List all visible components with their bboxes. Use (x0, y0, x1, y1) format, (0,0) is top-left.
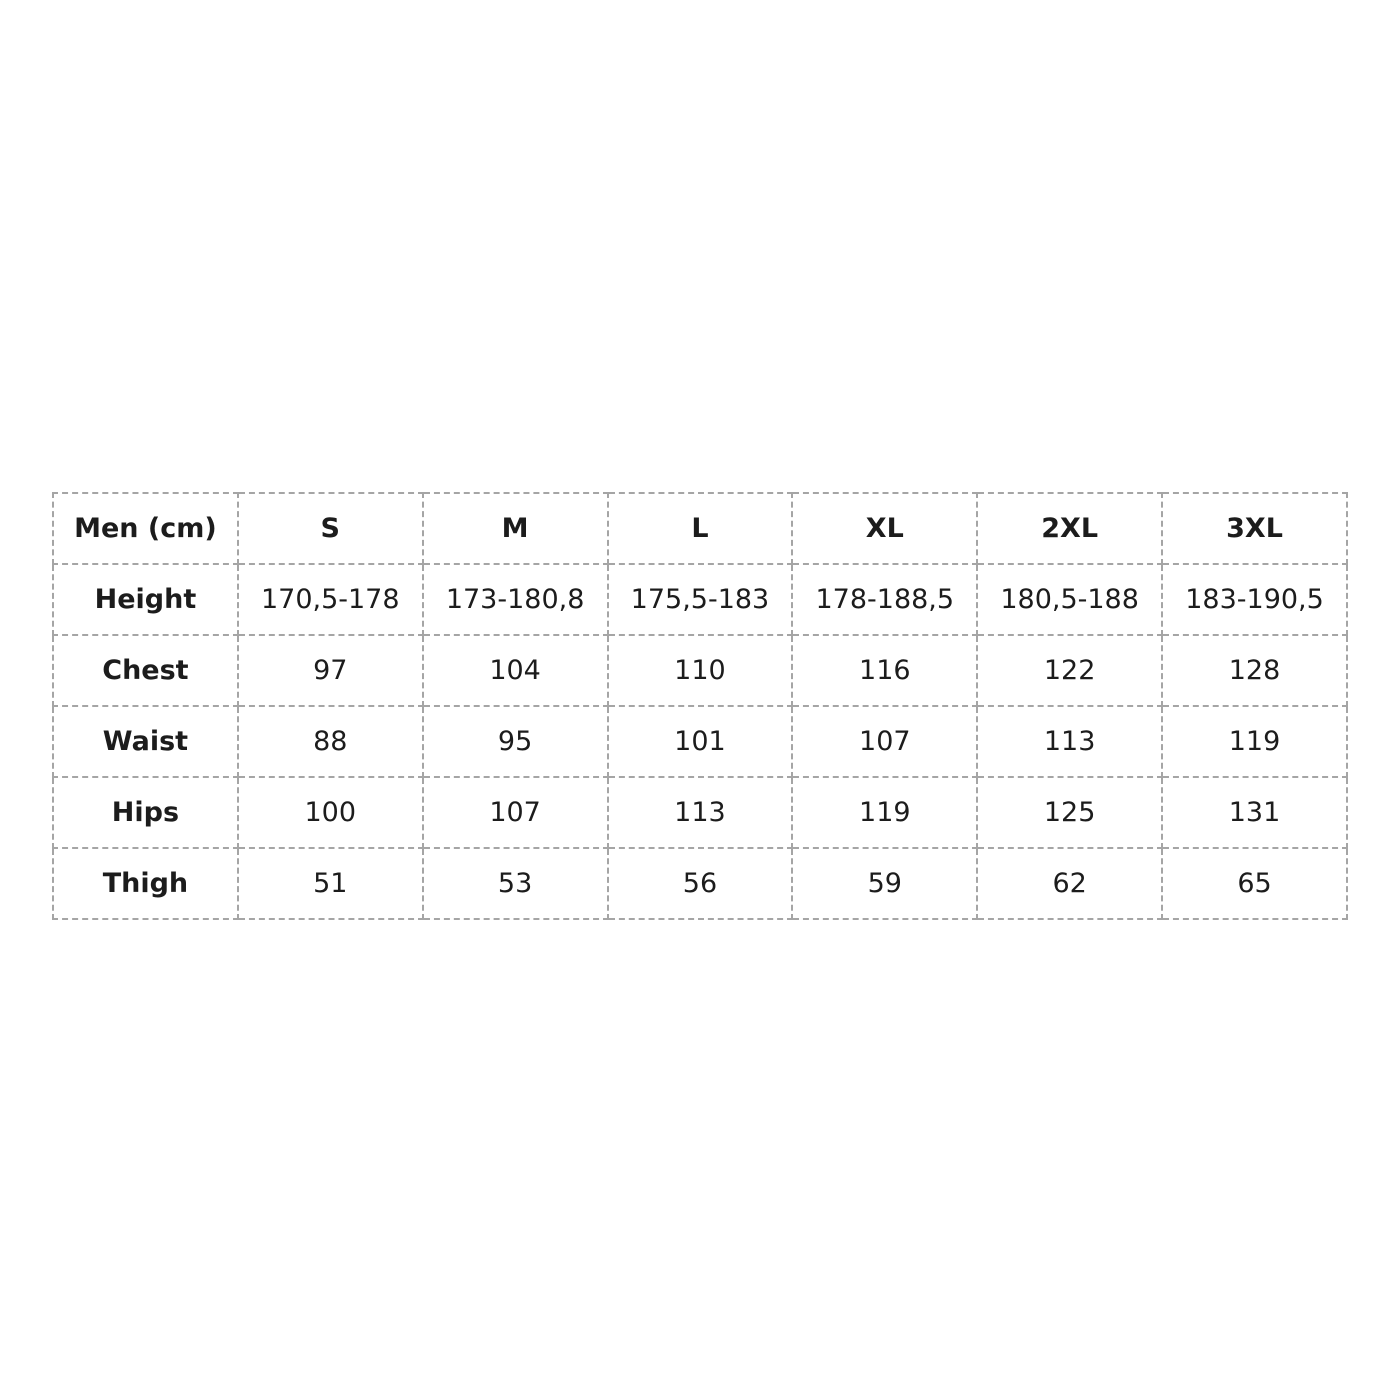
chest-value-xl: 116 (792, 635, 977, 706)
chest-value-s: 97 (238, 635, 423, 706)
column-header-m: M (423, 493, 608, 564)
row-label-thigh: Thigh (53, 848, 238, 919)
table-row-thigh (53, 848, 1347, 919)
hips-value-xl: 119 (792, 777, 977, 848)
hips-value-3xl: 131 (1162, 777, 1347, 848)
chest-value-3xl: 128 (1162, 635, 1347, 706)
row-label-waist: Waist (53, 706, 238, 777)
waist-value-s: 88 (238, 706, 423, 777)
waist-value-3xl: 119 (1162, 706, 1347, 777)
column-header-2xl: 2XL (977, 493, 1162, 564)
chest-value-l: 110 (608, 635, 793, 706)
height-value-l: 175,5-183 (608, 564, 793, 635)
hips-value-m: 107 (423, 777, 608, 848)
height-value-2xl: 180,5-188 (977, 564, 1162, 635)
waist-value-m: 95 (423, 706, 608, 777)
waist-value-xl: 107 (792, 706, 977, 777)
row-label-hips: Hips (53, 777, 238, 848)
thigh-value-l: 56 (608, 848, 793, 919)
thigh-value-2xl: 62 (977, 848, 1162, 919)
table-row-hips (53, 777, 1347, 848)
row-label-height: Height (53, 564, 238, 635)
thigh-value-s: 51 (238, 848, 423, 919)
thigh-value-m: 53 (423, 848, 608, 919)
mens-size-chart-table (52, 492, 1348, 920)
height-value-xl: 178-188,5 (792, 564, 977, 635)
column-header-men-cm: Men (cm) (53, 493, 238, 564)
column-header-l: L (608, 493, 793, 564)
chest-value-m: 104 (423, 635, 608, 706)
column-header-s: S (238, 493, 423, 564)
column-header-xl: XL (792, 493, 977, 564)
chest-value-2xl: 122 (977, 635, 1162, 706)
height-value-3xl: 183-190,5 (1162, 564, 1347, 635)
table-row-chest (53, 635, 1347, 706)
height-value-s: 170,5-178 (238, 564, 423, 635)
table-row-waist (53, 706, 1347, 777)
table-row-height (53, 564, 1347, 635)
waist-value-l: 101 (608, 706, 793, 777)
thigh-value-xl: 59 (792, 848, 977, 919)
hips-value-s: 100 (238, 777, 423, 848)
row-label-chest: Chest (53, 635, 238, 706)
waist-value-2xl: 113 (977, 706, 1162, 777)
hips-value-2xl: 125 (977, 777, 1162, 848)
hips-value-l: 113 (608, 777, 793, 848)
column-header-3xl: 3XL (1162, 493, 1347, 564)
header-row (53, 493, 1347, 564)
height-value-m: 173-180,8 (423, 564, 608, 635)
thigh-value-3xl: 65 (1162, 848, 1347, 919)
